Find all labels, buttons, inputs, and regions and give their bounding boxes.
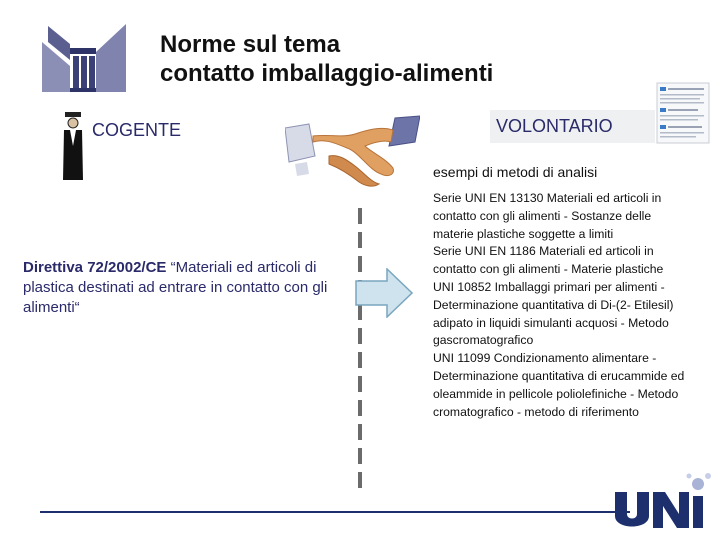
examples-title: esempi di metodi di analisi (433, 164, 598, 180)
directive-code: Direttiva 72/2002/CE (23, 259, 167, 276)
document-thumbnail-icon (656, 82, 710, 144)
footer-divider (40, 511, 630, 513)
handshake-icon (285, 112, 420, 192)
uni-logo (615, 470, 715, 532)
vertical-divider (356, 208, 364, 493)
right-arrow-icon (355, 268, 413, 318)
list-item: Serie UNI EN 1186 Materiali ed articoli in contatto con gli alimenti - Materie plastiche (433, 244, 664, 277)
list-item: UNI 11099 Condizionamento alimentare - Determinazione quantitativa di erucammide ed oleammide in pellicole poliolefiniche - Metodo cromatografico - metodo di riferimento (433, 351, 685, 419)
standards-list (433, 190, 688, 421)
title-line-2: contatto imballaggio-alimenti (160, 60, 494, 87)
page-title (160, 30, 493, 88)
institution-logo-icon (40, 22, 128, 94)
list-item: UNI 10852 Imballaggi primari per alimenti - Determinazione quantitativa di Di-(2- Etilesil) adipato in liquidi simulanti acquosi - Metodo gascromatografico (433, 279, 674, 348)
cogente-label: COGENTE (92, 120, 182, 140)
volontario-label: VOLONTARIO (496, 116, 613, 136)
directive-text (23, 258, 345, 318)
judge-figure-icon (62, 112, 84, 180)
directive-description: “Materiali ed articoli di plastica destinati ad entrare in contatto con gli alimenti“ (23, 259, 328, 316)
title-line-1: Norme sul tema (160, 31, 341, 58)
list-item: Serie UNI EN 13130 Materiali ed articoli in contatto con gli alimenti - Sostanze delle materie plastiche soggette a limiti (433, 191, 662, 241)
